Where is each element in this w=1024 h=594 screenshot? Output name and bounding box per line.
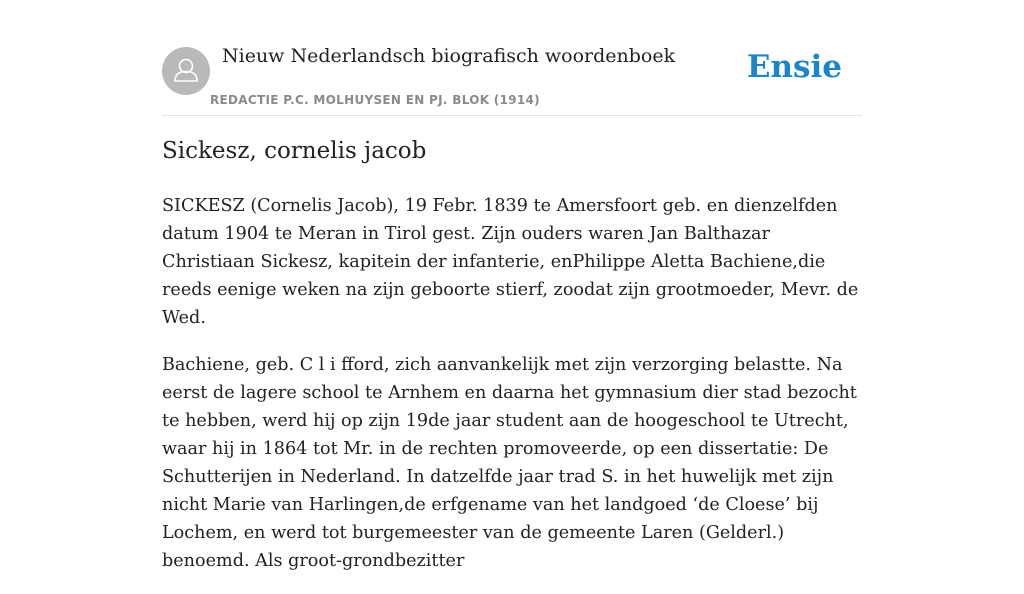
article-title: Sickesz, cornelis jacob <box>162 138 427 164</box>
paragraph: SICKESZ (Cornelis Jacob), 19 Febr. 1839 te Amersfoort geb. en dienzelfden datum 1904 te Meran in Tirol gest. Zijn ouders waren Jan Balthazar Christiaan Sickesz, kapitein der infanterie, enPhilippe Aletta Bachiene,die reeds eenige weken na zijn geboorte stierf, zoodat zijn grootmoeder, Mevr. de Wed. <box>162 196 859 328</box>
avatar <box>162 47 210 95</box>
brand-logo[interactable]: Ensie <box>746 49 842 85</box>
paragraph: Bachiene, geb. C l i fford, zich aanvankelijk met zijn verzorging belastte. Na eerst de lagere school te Arnhem en daarna het gymnasium dier stad bezocht te hebben, werd hij op zijn 19de jaar student aan de hoogeschool te Utrecht, waar hij in 1864 tot Mr. in de rechten promoveerde, op een dissertatie: De Schutterijen in Nederland. In datzelfde jaar trad S. in het huwelijk met zijn nicht Marie van Harlingen,de erfgename van het landgoed ‘de Cloese’ bij Lochem, en werd tot burgemeester van de gemeente Laren (Gelderl.) benoemd. Als groot-grondbezitter <box>162 355 857 571</box>
source-title[interactable]: Nieuw Nederlandsch biografisch woordenboek <box>222 45 676 67</box>
article-body <box>162 192 866 594</box>
source-editors: REDACTIE P.C. MOLHUYSEN EN PJ. BLOK (1914) <box>210 93 540 107</box>
source-header <box>162 40 862 116</box>
user-icon <box>162 47 210 95</box>
